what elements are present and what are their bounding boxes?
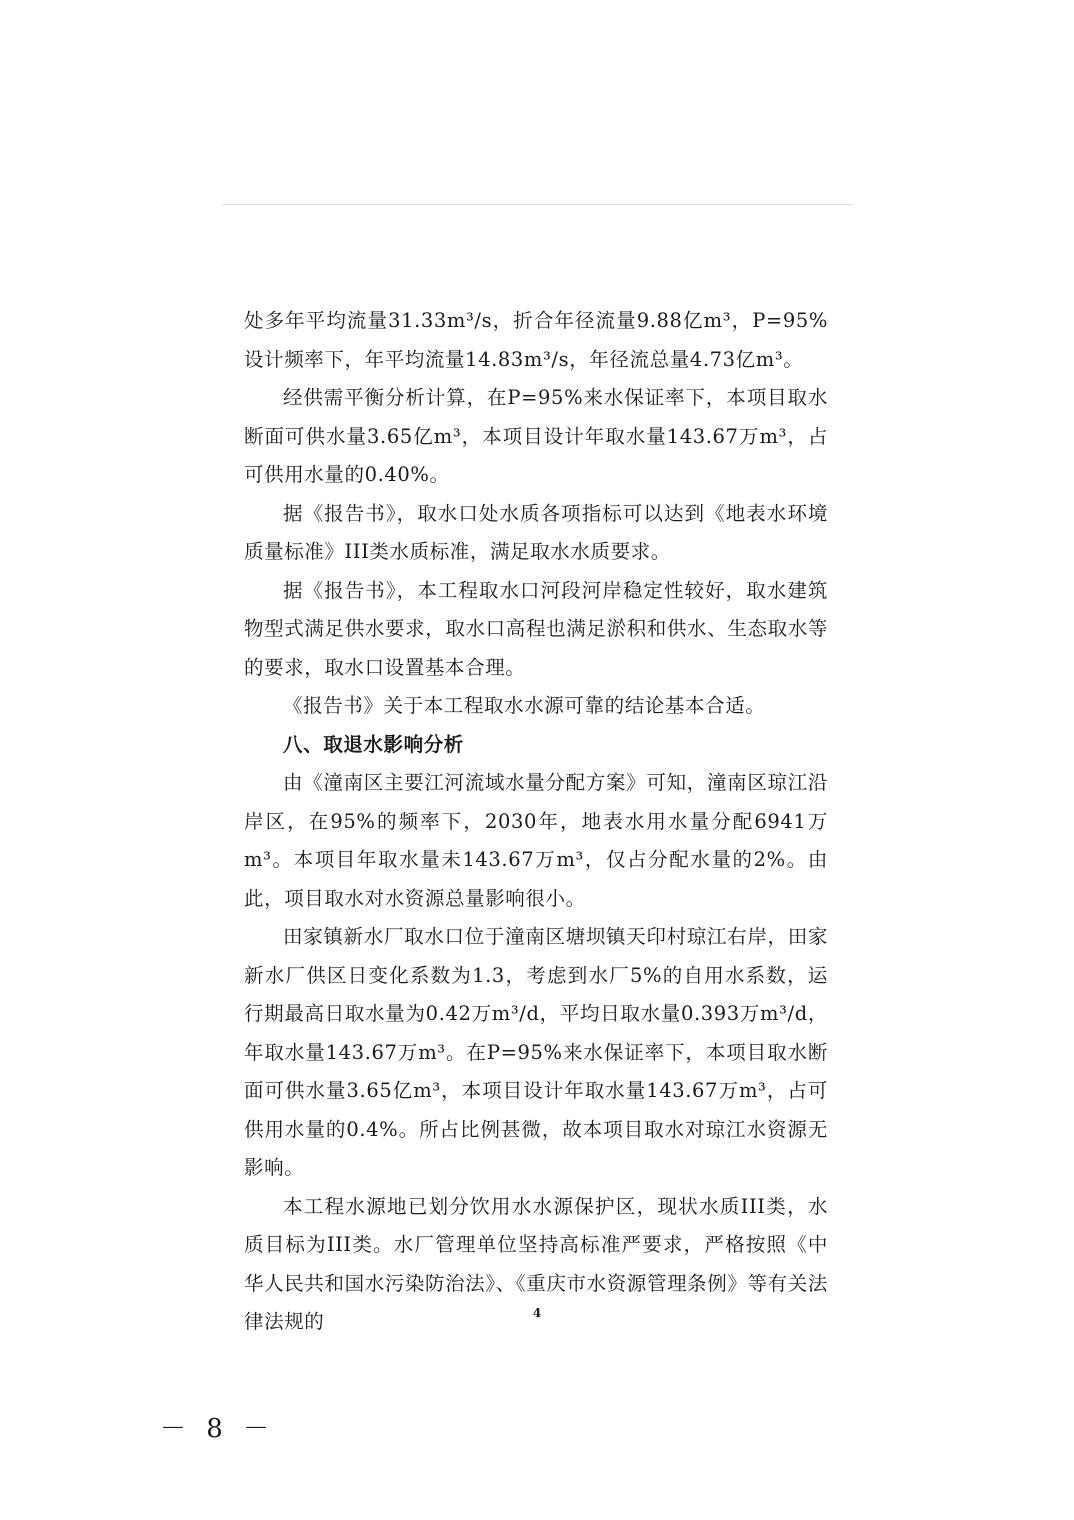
paragraph-supply-balance: 经供需平衡分析计算，在P=95%来水保证率下，本项目取水断面可供水量3.65亿m³，本项目设计年取水量143.67万m³，占可供用水量的0.40%。	[244, 386, 828, 486]
paragraph-conclusion: 《报告书》关于本工程取水水源可靠的结论基本合适。	[283, 694, 766, 717]
paragraph-water-quality: 据《报告书》，取水口处水质各项指标可以达到《地表水环境质量标准》III类水质标准，满足取水水质要求。	[244, 501, 828, 563]
paragraph-intake-stability: 据《报告书》，本工程取水口河段河岸稳定性较好，取水建筑物型式满足供水要求，取水口高程也满足淤积和供水、生态取水等的要求，取水口设置基本合理。	[244, 578, 828, 679]
header-rule	[222, 204, 852, 205]
paragraph-continued: 处多年平均流量31.33m³/s，折合年径流量9.88亿m³，P=95%设计频率下，年平均流量14.83m³/s，年径流总量4.73亿m³。	[244, 309, 828, 371]
inner-page-number: 4	[532, 1306, 542, 1320]
document-body	[244, 302, 828, 1342]
outer-page-number: － 8 －	[160, 1414, 276, 1444]
paragraph-protection-zone: 本工程水源地已划分饮用水水源保护区，现状水质III类，水质目标为III类。水厂管理单位坚持高标准严要求，严格按照《中华人民共和国水污染防治法》、《重庆市水资源管理条例》等有关法律法规的	[244, 1194, 828, 1333]
paragraph-intake-location: 田家镇新水厂取水口位于潼南区塘坝镇天印村琼江右岸，田家新水厂供区日变化系数为1.3，考虑到水厂5%的自用水系数，运行期最高日取水量为0.42万m³/d，平均日取水量0.393万m³/d，年取水量143.67万m³。在P=95%来水保证率下，本项目取水断面可供水量3.65亿m³，本项目设计年取水量143.67万m³，占可供用水量的0.4%。所占比例甚微，故本项目取水对琼江水资源无影响。	[244, 925, 828, 1179]
paragraph-allocation: 由《潼南区主要江河流域水量分配方案》可知，潼南区琼江沿岸区，在95%的频率下，2030年，地表水用水量分配6941万m³。本项目年取水量未143.67万m³，仅占分配水量的2%。由此，项目取水对水资源总量影响很小。	[244, 771, 828, 910]
section-heading: 八、取退水影响分析	[283, 732, 464, 756]
